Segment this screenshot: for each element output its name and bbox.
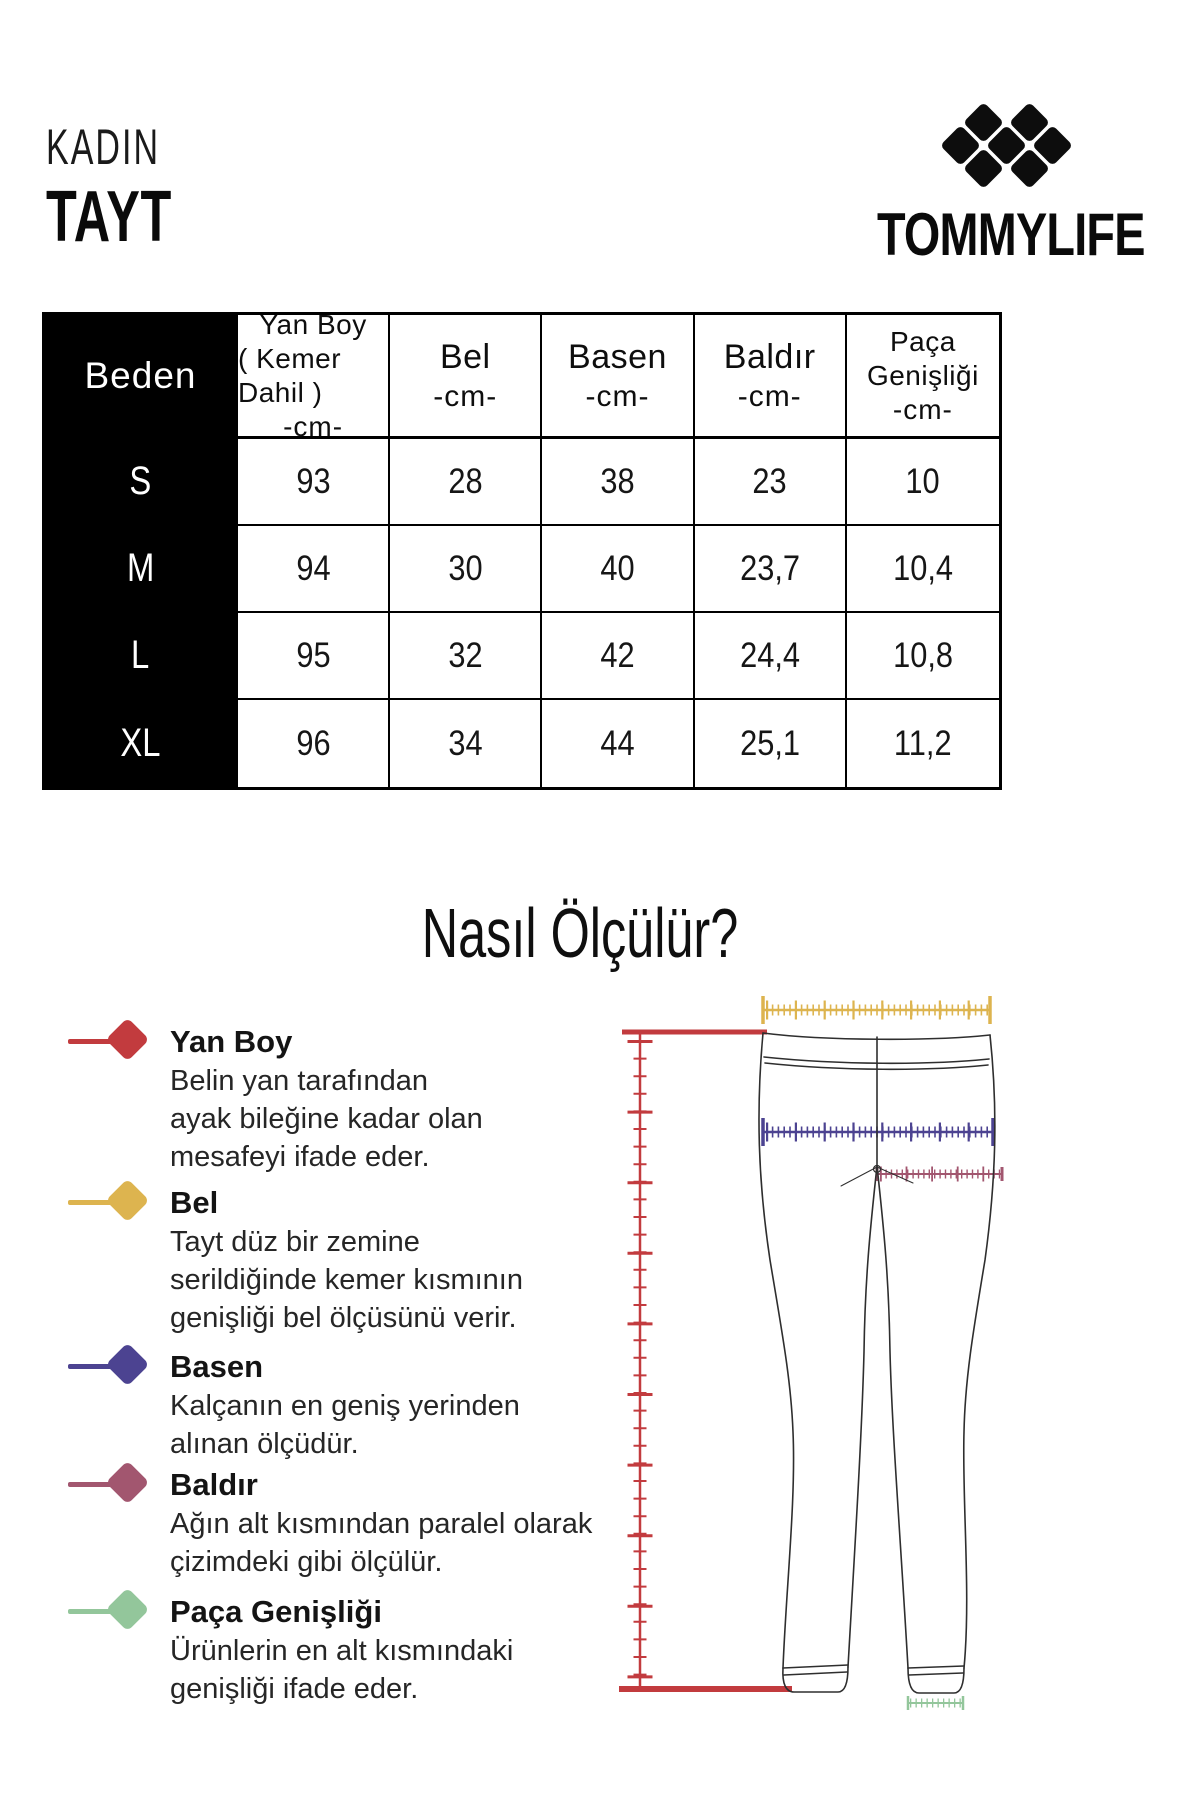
diamond-icon <box>106 1588 150 1632</box>
column-header-yan-boy: Yan Boy ( Kemer Dahil ) -cm- <box>238 315 390 439</box>
column-header-basen: Basen -cm- <box>542 315 694 439</box>
size-row-label: M <box>45 526 238 613</box>
column-header-baldir: Baldır -cm- <box>695 315 847 439</box>
table-cell: 30 <box>390 526 542 613</box>
column-header-bel: Bel -cm- <box>390 315 542 439</box>
column-header-paca-genisligi: Paça Genişliği -cm- <box>847 315 999 439</box>
legend-description: Ağın alt kısmından paralel olarak <box>170 1508 593 1540</box>
diamond-icon <box>106 1179 150 1223</box>
legend-paca-genisligi <box>60 1592 620 1708</box>
legend-description: genişliği ifade eder. <box>170 1673 419 1705</box>
legend-description: Belin yan tarafından <box>170 1065 428 1097</box>
table-cell: 23,7 <box>695 526 847 613</box>
table-cell: 24,4 <box>695 613 847 700</box>
legend-description: Tayt düz bir zemine <box>170 1226 420 1258</box>
diamond-icon <box>106 1461 150 1505</box>
table-cell: 94 <box>238 526 390 613</box>
diamond-icon <box>106 1018 150 1062</box>
brand-name: TOMMYLIFE <box>876 201 1145 268</box>
bel-ruler <box>763 996 990 1024</box>
legend-basen <box>60 1347 620 1463</box>
leggings-diagram <box>560 980 1030 1740</box>
legend-description: Kalçanın en geniş yerinden <box>170 1390 520 1422</box>
legend-description: çizimdeki gibi ölçülür. <box>170 1546 443 1578</box>
legend-description: Ürünlerin en alt kısmındaki <box>170 1635 514 1667</box>
size-row-label: XL <box>45 700 238 787</box>
size-row-label: S <box>45 439 238 526</box>
size-table <box>42 308 1002 790</box>
basen-ruler <box>763 1118 993 1146</box>
legend-baldir <box>60 1465 620 1581</box>
how-to-measure-title: Nasıl Ölçülür? <box>421 894 739 972</box>
legend-name: Bel <box>170 1185 219 1220</box>
table-cell: 42 <box>542 613 694 700</box>
table-cell: 34 <box>390 700 542 787</box>
table-cell: 96 <box>238 700 390 787</box>
table-cell: 93 <box>238 439 390 526</box>
legend-description: serildiğinde kemer kısmının <box>170 1264 523 1296</box>
legend-description: alınan ölçüdür. <box>170 1428 359 1460</box>
table-cell: 10,8 <box>847 613 999 700</box>
table-cell: 40 <box>542 526 694 613</box>
table-cell: 23 <box>695 439 847 526</box>
diamond-icon <box>106 1343 150 1387</box>
table-cell: 95 <box>238 613 390 700</box>
legend-description: ayak bileğine kadar olan <box>170 1103 483 1135</box>
legend-bel <box>60 1183 620 1337</box>
table-cell: 32 <box>390 613 542 700</box>
table-cell: 11,2 <box>894 723 952 763</box>
table-cell: 44 <box>542 700 694 787</box>
legend-description: mesafeyi ifade eder. <box>170 1141 430 1173</box>
category-label: KADIN <box>46 119 161 175</box>
tommylife-logo-icon <box>940 101 1074 191</box>
legend-yan-boy <box>60 1022 620 1176</box>
table-cell: 25,1 <box>695 700 847 787</box>
legend-name: Paça Genişliği <box>170 1594 382 1629</box>
legend-description: genişliği bel ölçüsünü verir. <box>170 1302 517 1334</box>
paca-genisligi-ruler <box>908 1696 963 1710</box>
table-cell: 10 <box>847 439 999 526</box>
baldir-ruler <box>877 1167 1002 1181</box>
table-corner-label: Beden <box>45 315 238 439</box>
legend-name: Yan Boy <box>170 1024 293 1059</box>
size-row-label: L <box>45 613 238 700</box>
product-label: TAYT <box>46 177 173 257</box>
table-cell: 38 <box>542 439 694 526</box>
legend-name: Baldır <box>170 1467 258 1502</box>
table-cell: 28 <box>390 439 542 526</box>
table-cell: 10,4 <box>847 526 999 613</box>
legend-name: Basen <box>170 1349 264 1384</box>
